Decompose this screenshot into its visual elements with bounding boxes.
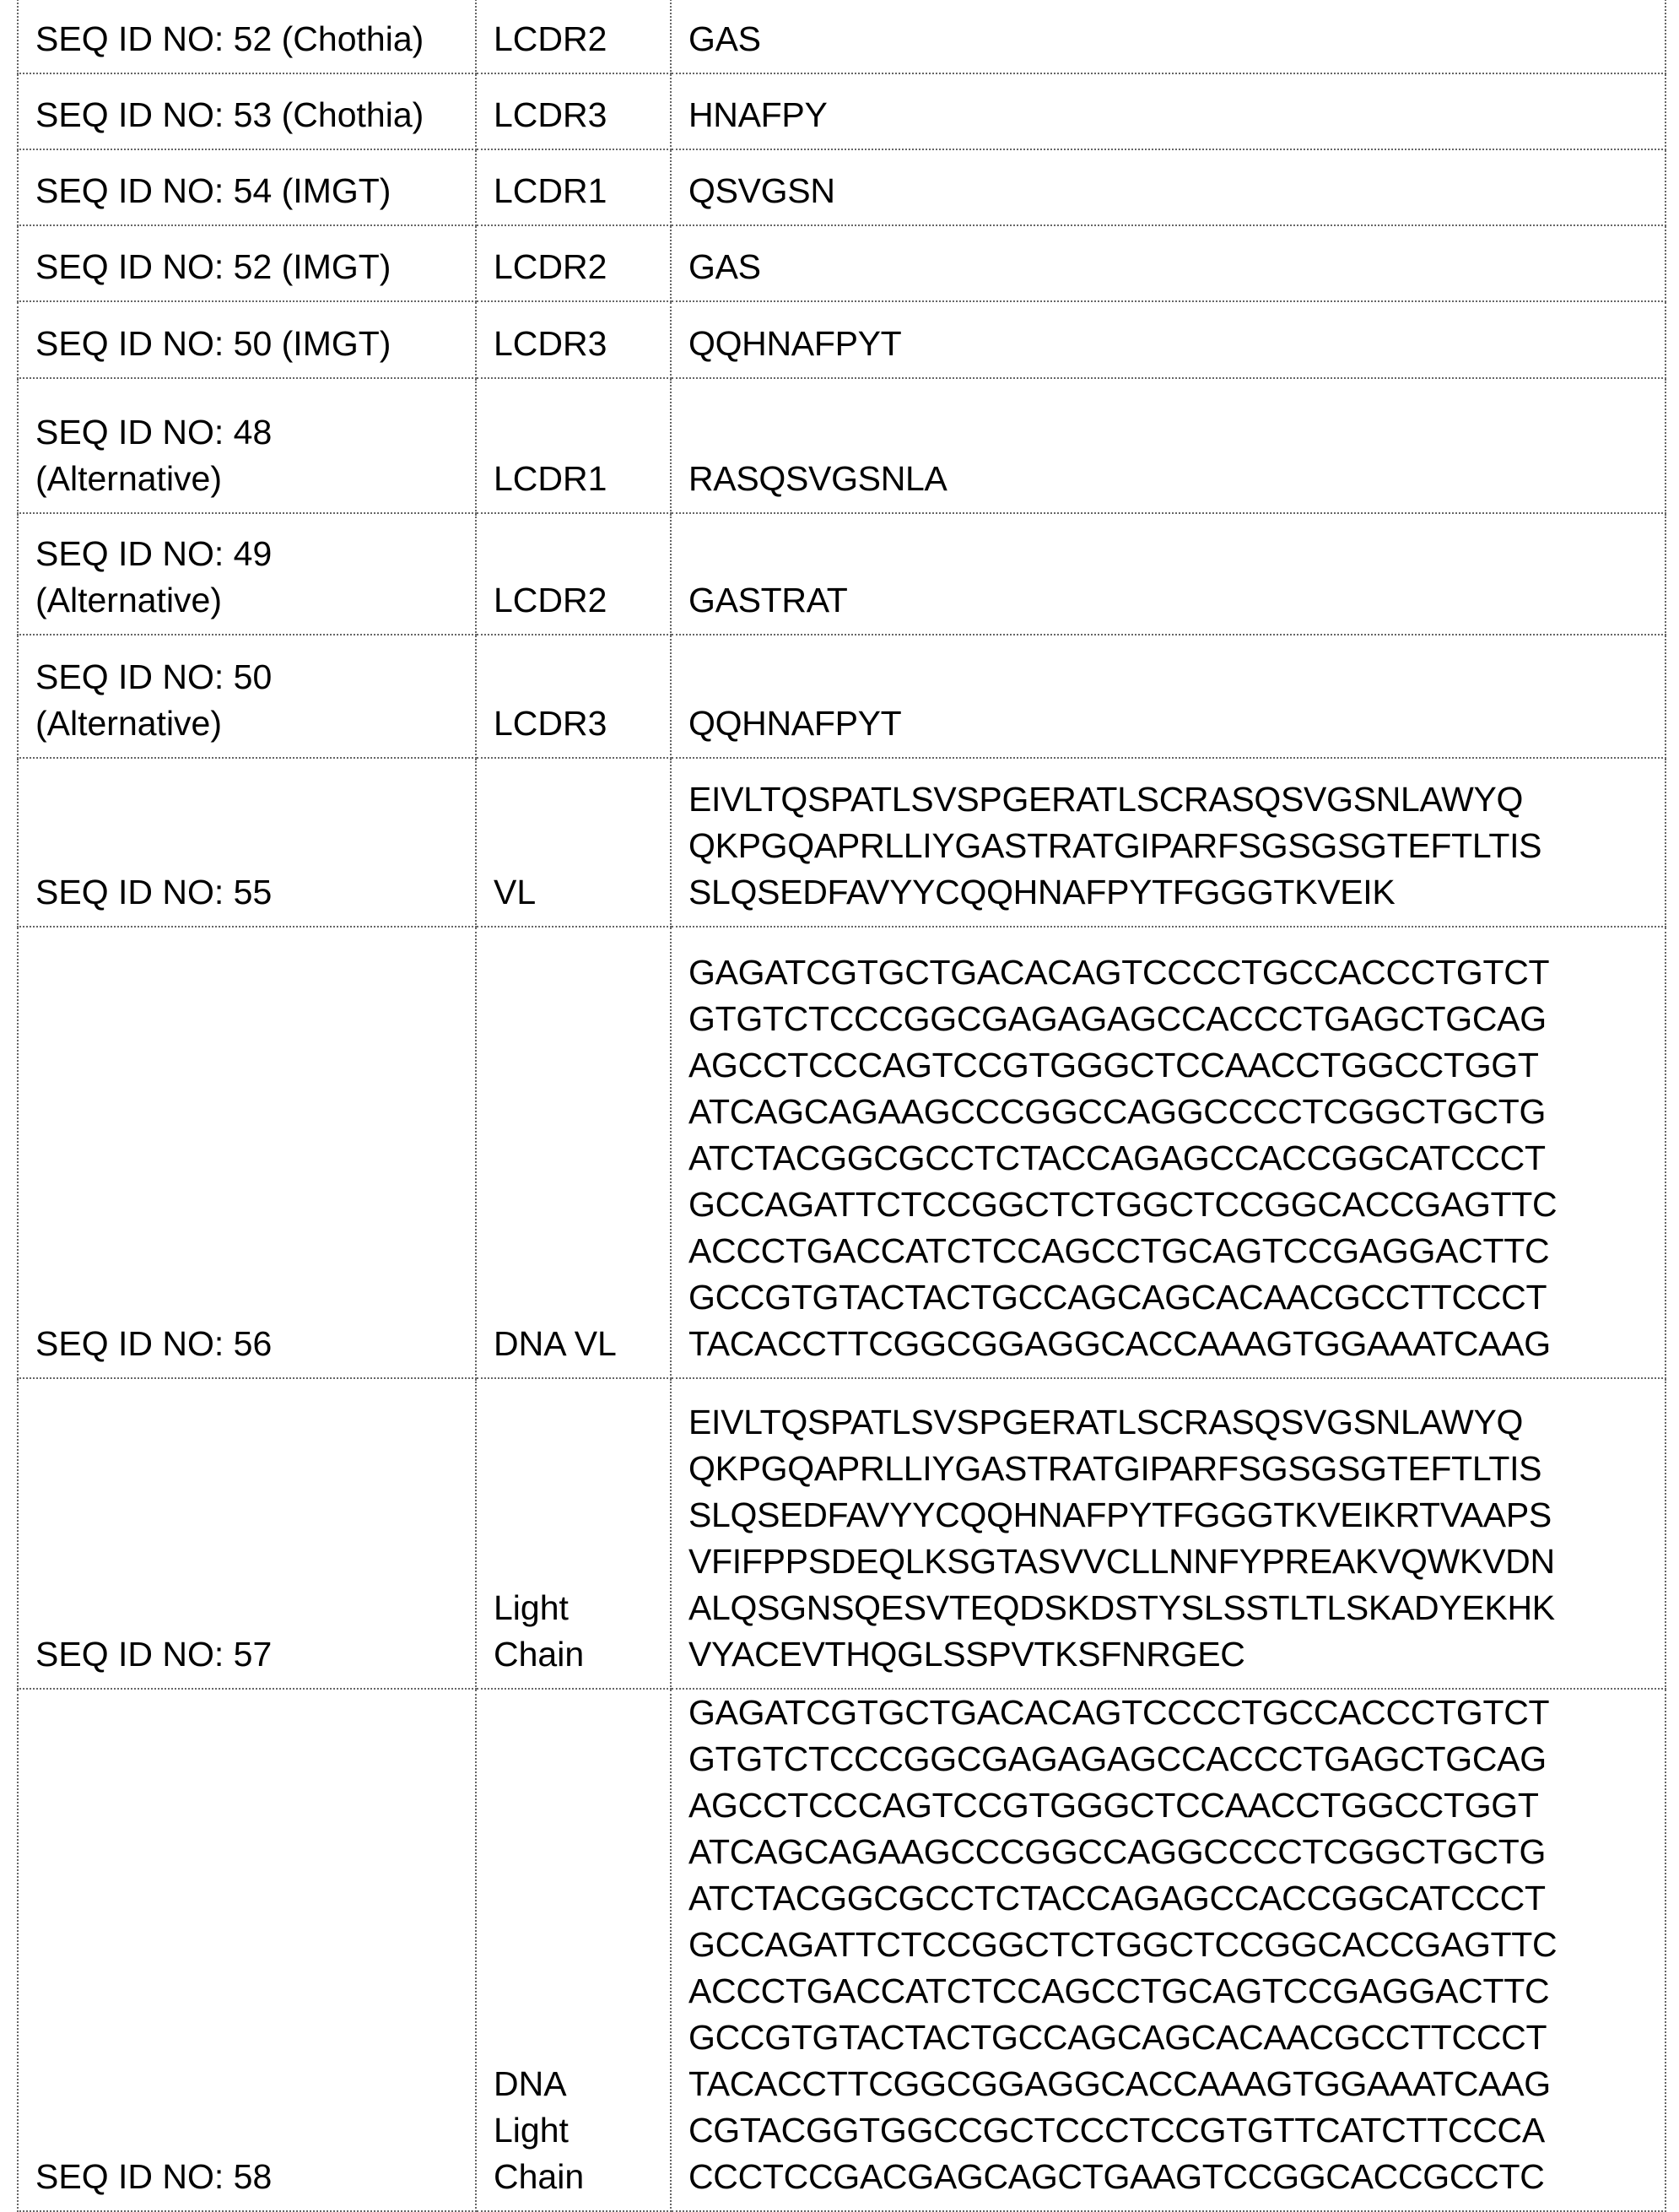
region-cell-line: VL xyxy=(494,869,670,916)
region-cell-line: LCDR3 xyxy=(494,321,670,367)
region-cell xyxy=(476,513,671,635)
region-cell-line: DNA VL xyxy=(494,1321,670,1367)
sequence-cell xyxy=(671,0,1666,73)
sequence-cell-line: VYACEVTHQGLSSPVTKSFNRGEC xyxy=(688,1631,1665,1678)
seq-id-cell-line: SEQ ID NO: 53 (Chothia) xyxy=(35,92,475,138)
sequence-cell xyxy=(671,758,1666,927)
region-cell xyxy=(476,378,671,513)
table-row xyxy=(18,1378,1666,1689)
sequence-cell-line: ATCTACGGCGCCTCTACCAGAGCCACCGGCATCCCT xyxy=(688,1875,1665,1922)
sequence-cell-line: SLQSEDFAVYYCQQHNAFPYTFGGGTKVEIKRTVAAPS xyxy=(688,1492,1665,1539)
seq-id-cell-line: SEQ ID NO: 56 xyxy=(35,1321,475,1367)
seq-id-cell xyxy=(18,1378,476,1689)
seq-id-cell-line: SEQ ID NO: 52 (Chothia) xyxy=(35,16,475,62)
seq-id-cell xyxy=(18,73,476,149)
region-cell-line: LCDR2 xyxy=(494,244,670,290)
sequence-cell-line: GASTRAT xyxy=(688,577,1665,624)
sequence-cell xyxy=(671,73,1666,149)
seq-id-cell xyxy=(18,149,476,225)
sequence-cell-line: HNAFPY xyxy=(688,92,1665,138)
region-cell-line: LCDR2 xyxy=(494,16,670,62)
sequence-cell xyxy=(671,301,1666,378)
sequence-cell-line: GAGATCGTGCTGACACAGTCCCCTGCCACCCTGTCT xyxy=(688,949,1665,996)
sequence-cell-line: GCCAGATTCTCCGGCTCTGGCTCCGGCACCGAGTTC xyxy=(688,1182,1665,1228)
table-row xyxy=(18,758,1666,927)
region-cell-line: Chain xyxy=(494,2154,670,2200)
sequence-cell-line: ALQSGNSQESVTEQDSKDSTYSLSSTLTLSKADYEKHK xyxy=(688,1585,1665,1631)
seq-id-cell-line: (Alternative) xyxy=(35,577,475,624)
table-row xyxy=(18,1689,1666,2211)
sequence-cell xyxy=(671,513,1666,635)
sequence-cell-line: QSVGSN xyxy=(688,168,1665,214)
sequence-cell xyxy=(671,225,1666,301)
seq-id-cell-line: (Alternative) xyxy=(35,456,475,502)
seq-id-cell-line: SEQ ID NO: 55 xyxy=(35,869,475,916)
sequence-cell-line: GAGATCGTGCTGACACAGTCCCCTGCCACCCTGTCT xyxy=(688,1690,1665,1736)
sequence-cell-line: ATCTACGGCGCCTCTACCAGAGCCACCGGCATCCCT xyxy=(688,1135,1665,1182)
region-cell-line: DNA xyxy=(494,2061,670,2107)
seq-id-cell xyxy=(18,635,476,758)
table-row xyxy=(18,0,1666,73)
seq-id-cell-line: SEQ ID NO: 49 xyxy=(35,531,475,577)
region-cell-line: LCDR1 xyxy=(494,168,670,214)
sequence-cell-line: RASQSVGSNLA xyxy=(688,456,1665,502)
region-cell-line: Light xyxy=(494,1585,670,1631)
table-row xyxy=(18,225,1666,301)
sequence-cell-line: SLQSEDFAVYYCQQHNAFPYTFGGGTKVEIK xyxy=(688,869,1665,916)
region-cell xyxy=(476,225,671,301)
seq-id-cell xyxy=(18,378,476,513)
region-cell-line: LCDR1 xyxy=(494,456,670,502)
region-cell-line: LCDR2 xyxy=(494,577,670,624)
sequence-cell-line: EIVLTQSPATLSVSPGERATLSCRASQSVGSNLAWYQ xyxy=(688,1399,1665,1446)
sequence-cell-line: GCCGTGTACTACTGCCAGCAGCACAACGCCTTCCCT xyxy=(688,2015,1665,2061)
sequence-cell-line: GAS xyxy=(688,244,1665,290)
seq-id-cell-line: SEQ ID NO: 48 xyxy=(35,409,475,456)
region-cell-line: Chain xyxy=(494,1631,670,1678)
sequence-cell-line: EIVLTQSPATLSVSPGERATLSCRASQSVGSNLAWYQ xyxy=(688,776,1665,823)
region-cell xyxy=(476,0,671,73)
sequence-cell-line: AGCCTCCCAGTCCGTGGGCTCCAACCTGGCCTGGT xyxy=(688,1782,1665,1829)
sequence-cell-line: QKPGQAPRLLIYGASTRATGIPARFSGSGSGTEFTLTIS xyxy=(688,1446,1665,1492)
seq-id-cell-line: (Alternative) xyxy=(35,700,475,747)
region-cell xyxy=(476,758,671,927)
sequence-cell-line: VFIFPPSDEQLKSGTASVVCLLNNFYPREAKVQWKVDN xyxy=(688,1539,1665,1585)
region-cell-line: LCDR3 xyxy=(494,700,670,747)
table-row xyxy=(18,378,1666,513)
sequence-cell-line: ACCCTGACCATCTCCAGCCTGCAGTCCGAGGACTTC xyxy=(688,1228,1665,1274)
region-cell xyxy=(476,1378,671,1689)
sequence-cell-line: GTGTCTCCCGGCGAGAGAGCCACCCTGAGCTGCAG xyxy=(688,1736,1665,1782)
region-cell-line: LCDR3 xyxy=(494,92,670,138)
seq-id-cell xyxy=(18,301,476,378)
sequence-cell-line: GCCGTGTACTACTGCCAGCAGCACAACGCCTTCCCT xyxy=(688,1274,1665,1321)
table-row xyxy=(18,73,1666,149)
sequence-cell-line: QQHNAFPYT xyxy=(688,700,1665,747)
sequence-cell-line: ATCAGCAGAAGCCCGGCCAGGCCCCTCGGCTGCTG xyxy=(688,1829,1665,1875)
region-cell xyxy=(476,301,671,378)
seq-id-cell xyxy=(18,513,476,635)
sequence-cell-line: ACCCTGACCATCTCCAGCCTGCAGTCCGAGGACTTC xyxy=(688,1968,1665,2015)
sequence-cell xyxy=(671,378,1666,513)
region-cell xyxy=(476,635,671,758)
seq-id-cell-line: SEQ ID NO: 50 xyxy=(35,654,475,700)
sequence-cell-line: TACACCTTCGGCGGAGGCACCAAAGTGGAAATCAAG xyxy=(688,2061,1665,2107)
sequence-cell-line: GCCAGATTCTCCGGCTCTGGCTCCGGCACCGAGTTC xyxy=(688,1922,1665,1968)
seq-id-cell-line: SEQ ID NO: 57 xyxy=(35,1631,475,1678)
table-row xyxy=(18,927,1666,1378)
sequence-cell-line: CCCTCCGACGAGCAGCTGAAGTCCGGCACCGCCTC xyxy=(688,2154,1665,2200)
table-row xyxy=(18,301,1666,378)
table-row xyxy=(18,635,1666,758)
sequence-cell xyxy=(671,1689,1666,2211)
seq-id-cell-line: SEQ ID NO: 50 (IMGT) xyxy=(35,321,475,367)
sequence-cell-line: GAS xyxy=(688,16,1665,62)
seq-id-cell-line: SEQ ID NO: 54 (IMGT) xyxy=(35,168,475,214)
sequence-cell xyxy=(671,149,1666,225)
region-cell xyxy=(476,73,671,149)
region-cell xyxy=(476,927,671,1378)
region-cell-line: Light xyxy=(494,2107,670,2154)
region-cell xyxy=(476,1689,671,2211)
sequence-cell-line: AGCCTCCCAGTCCGTGGGCTCCAACCTGGCCTGGT xyxy=(688,1042,1665,1089)
sequence-table xyxy=(17,0,1666,2212)
sequence-cell xyxy=(671,927,1666,1378)
seq-id-cell xyxy=(18,927,476,1378)
sequence-cell-line: ATCAGCAGAAGCCCGGCCAGGCCCCTCGGCTGCTG xyxy=(688,1089,1665,1135)
region-cell xyxy=(476,149,671,225)
sequence-cell-line: TACACCTTCGGCGGAGGCACCAAAGTGGAAATCAAG xyxy=(688,1321,1665,1367)
sequence-cell xyxy=(671,635,1666,758)
table-row xyxy=(18,513,1666,635)
seq-id-cell xyxy=(18,225,476,301)
seq-id-cell xyxy=(18,0,476,73)
sequence-cell-line: QQHNAFPYT xyxy=(688,321,1665,367)
seq-id-cell xyxy=(18,758,476,927)
sequence-cell-line: GTGTCTCCCGGCGAGAGAGCCACCCTGAGCTGCAG xyxy=(688,996,1665,1042)
seq-id-cell-line: SEQ ID NO: 52 (IMGT) xyxy=(35,244,475,290)
seq-id-cell-line: SEQ ID NO: 58 xyxy=(35,2154,475,2200)
sequence-cell xyxy=(671,1378,1666,1689)
sequence-cell-line: CGTACGGTGGCCGCTCCCTCCGTGTTCATCTTCCCA xyxy=(688,2107,1665,2154)
sequence-cell-line: QKPGQAPRLLIYGASTRATGIPARFSGSGSGTEFTLTIS xyxy=(688,823,1665,869)
seq-id-cell xyxy=(18,1689,476,2211)
table-row xyxy=(18,149,1666,225)
